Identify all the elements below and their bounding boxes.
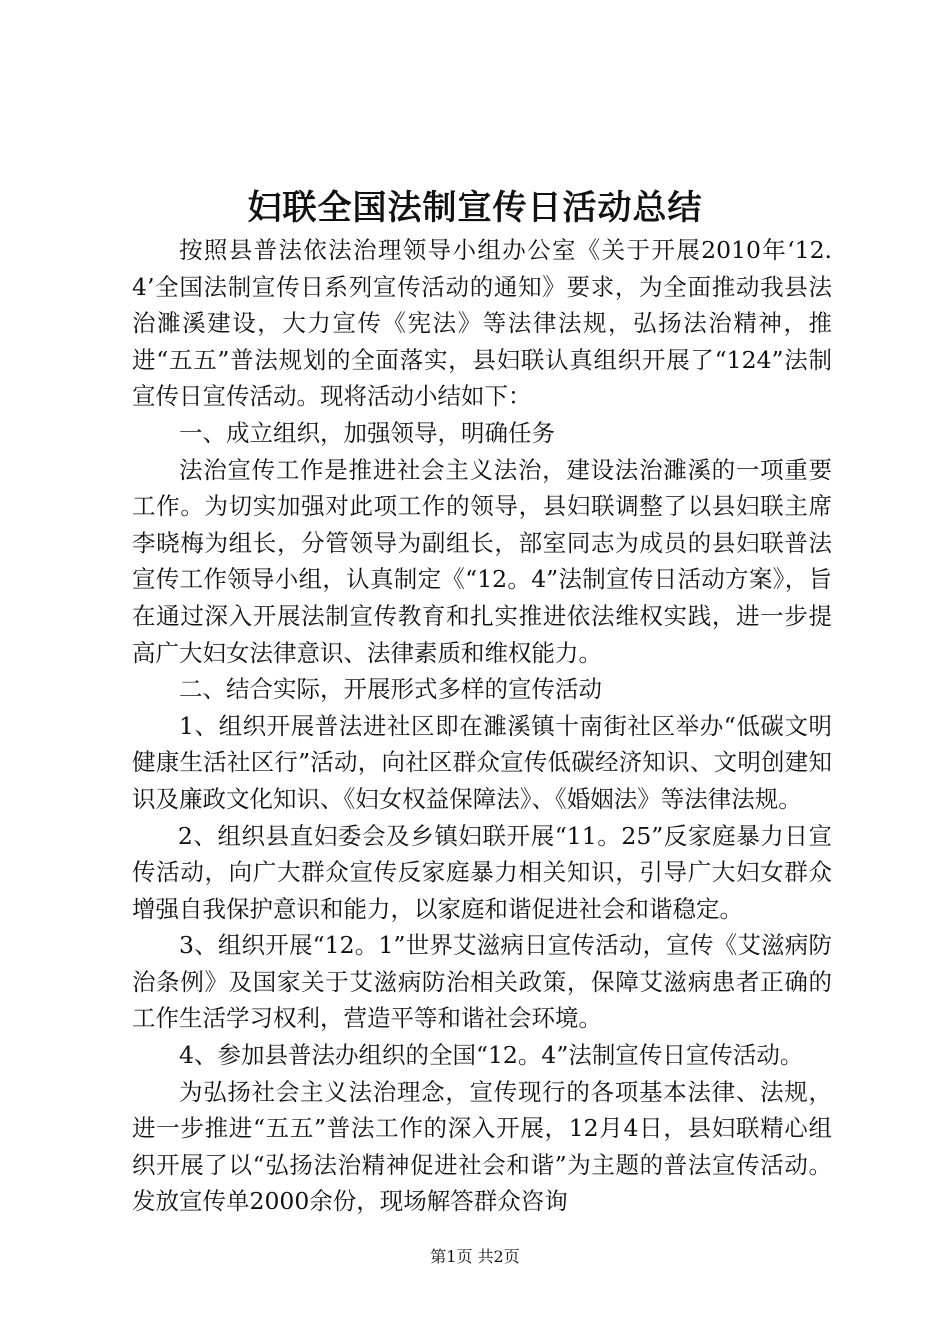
document-title: 妇联全国法制宣传日活动总结 — [247, 188, 703, 228]
activity-item-2: 2、组织县直妇委会及乡镇妇联开展“11。25”反家庭暴力日宣传活动，向广大群众宣传反家庭暴力相关知识，引导广大妇女群众增强自我保护意识和能力，以家庭和谐促进社会和谐稳定。 — [132, 821, 832, 923]
section-heading-2: 二、结合实际，开展形式多样的宣传活动 — [179, 675, 602, 704]
section-heading-1: 一、成立组织，加强领导，明确任务 — [179, 418, 555, 447]
closing-paragraph: 为弘扬社会主义法治理念，宣传现行的各项基本法律、法规，进一步推进“五五”普法工作的深入开展，12月4日，县妇联精心组织开展了以“弘扬法治精神促进社会和谐”为主题的普法宣传活动。发放宣传单2000余份，现场解答群众咨询 — [132, 1077, 832, 1216]
section-1-paragraph: 法治宣传工作是推进社会主义法治，建设法治濉溪的一项重要工作。为切实加强对此项工作的领导，县妇联调整了以县妇联主席李晓梅为组长，分管领导为副组长，部室同志为成员的县妇联普法宣传工作领导小组，认真制定《“12。4”法制宣传日活动方案》，旨在通过深入开展法制宣传教育和扎实推进依法维权实践，进一步提高广大妇女法律意识、法律素质和维权能力。 — [132, 455, 832, 667]
page-footer: 第1页 共2页 — [430, 1247, 520, 1266]
activity-item-1: 1、组织开展普法进社区即在濉溪镇十南街社区举办“低碳文明健康生活社区行”活动，向社区群众宣传低碳经济知识、文明创建知识及廉政文化知识、《妇女权益保障法》、《婚姻法》等法律法规。 — [132, 711, 832, 813]
activity-item-3: 3、组织开展“12。1”世界艾滋病日宣传活动，宣传《艾滋病防治条例》及国家关于艾滋病防治相关政策，保障艾滋病患者正确的工作生活学习权利，营造平等和谐社会环境。 — [132, 931, 832, 1033]
document-body — [132, 232, 832, 1220]
intro-paragraph: 按照县普法依法治理领导小组办公室《关于开展2010年‘12.4’全国法制宣传日系列宣传活动的通知》要求，为全面推动我县法治濉溪建设，大力宣传《宪法》等法律法规，弘扬法治精神，推进“五五”普法规划的全面落实，县妇联认真组织开展了“124”法制宣传日宣传活动。现将活动小结如下： — [132, 236, 832, 411]
activity-item-4: 4、参加县普法办组织的全国“12。4”法制宣传日宣传活动。 — [179, 1041, 804, 1070]
